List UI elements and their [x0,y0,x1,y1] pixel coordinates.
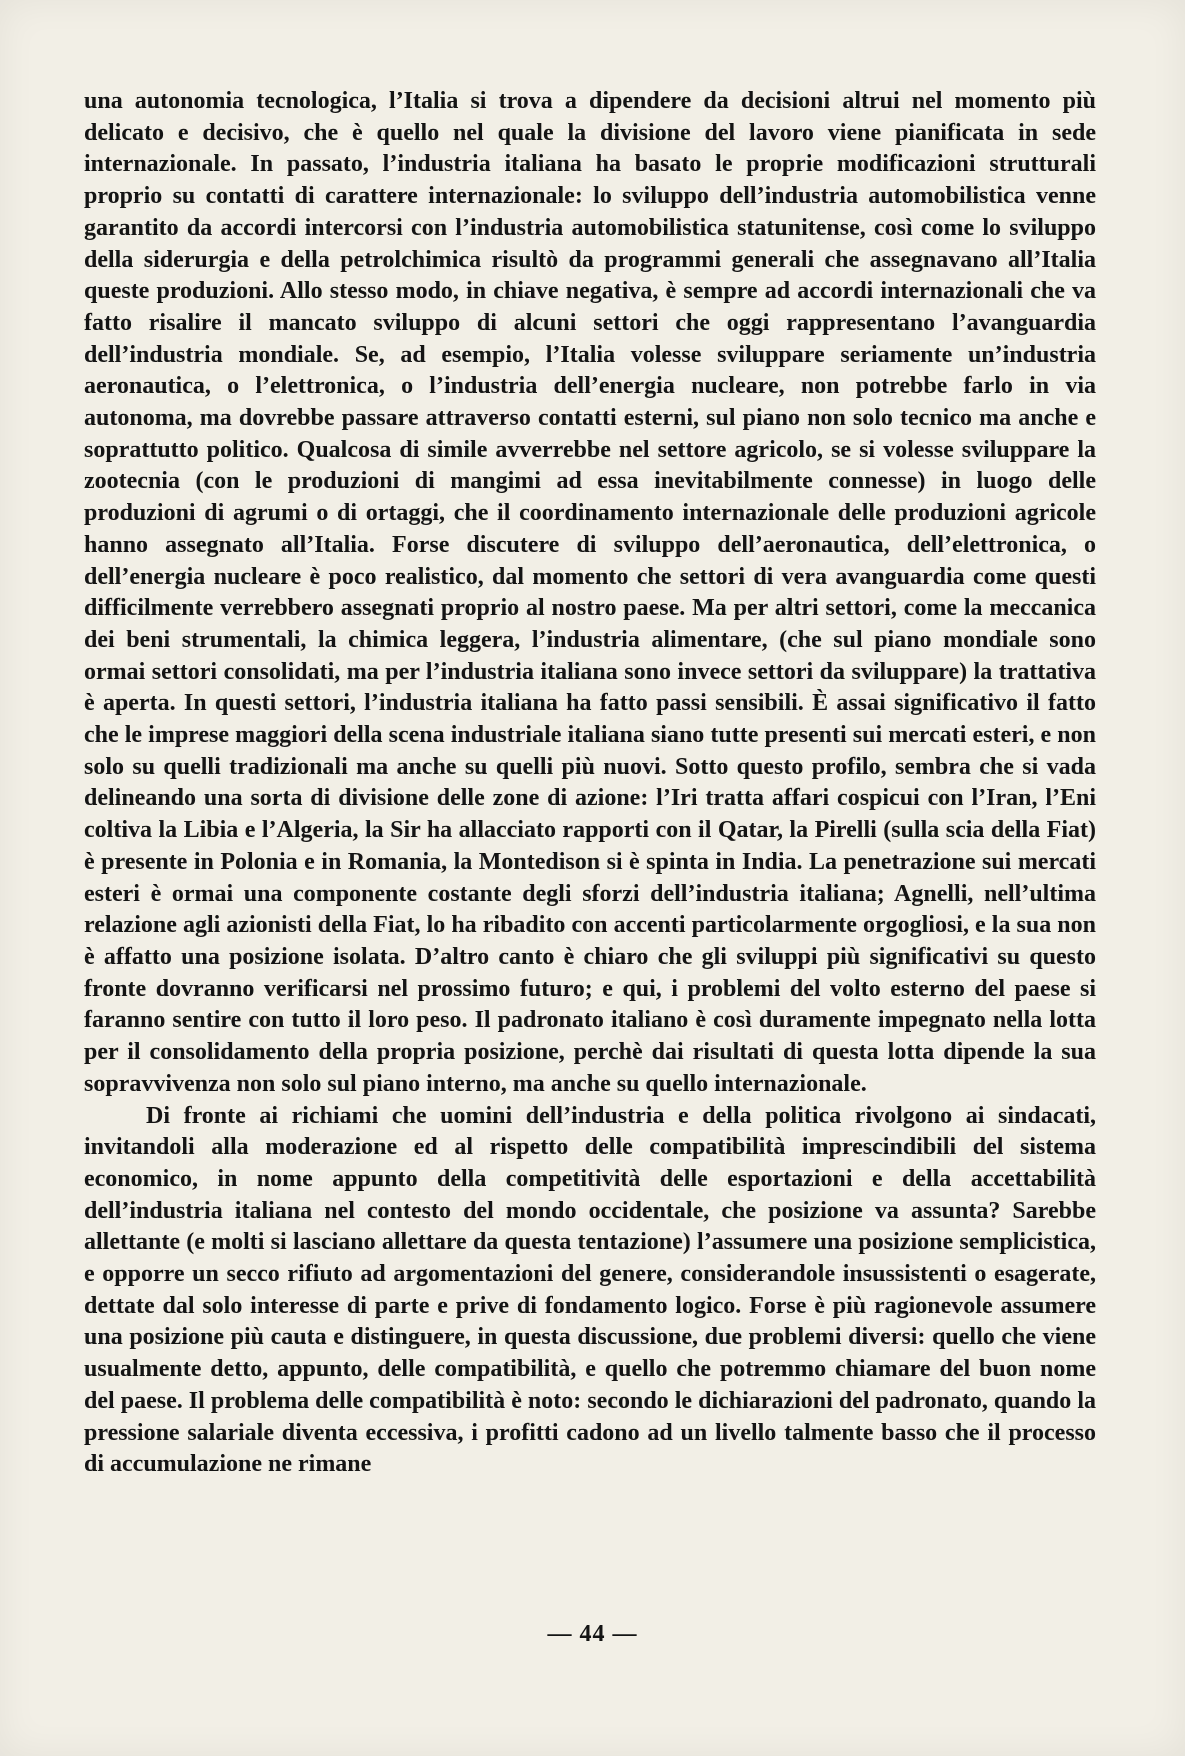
paragraph-1: una autonomia tecnologica, l’Italia si trova a dipendere da decisioni altrui nel momento più delicato e decisivo, che è quello nel quale la divisione del lavoro viene pianificata in sede internazionale. In passato, l’industria italiana ha basato le proprie modificazioni strutturali proprio su contatti di carattere internazionale: lo sviluppo dell’industria automobilistica venne garantito da accordi intercorsi con l’industria automobilistica statunitense, così come lo sviluppo della siderurgia e della petrolchimica risultò da programmi generali che assegnavano all’Italia queste produzioni. Allo stesso modo, in chiave negativa, è sempre ad accordi internazionali che va fatto risalire il mancato sviluppo di alcuni settori che oggi rappresentano l’avanguardia dell’industria mondiale. Se, ad esempio, l’Italia volesse sviluppare seriamente un’industria aeronautica, o l’elettronica, o l’industria dell’energia nucleare, non potrebbe farlo in via autonoma, ma dovrebbe passare attraverso contatti esterni, sul piano non solo tecnico ma anche e soprattutto politico. Qualcosa di simile avverrebbe nel settore agricolo, se si volesse sviluppare la zootecnia (con le produzioni di mangimi ad essa inevitabilmente connesse) in luogo delle produzioni di agrumi o di ortaggi, che il coordinamento internazionale delle produzioni agricole hanno assegnato all’Italia. Forse discutere di sviluppo dell’aeronautica, dell’elettronica, o dell’energia nucleare è poco realistico, dal momento che settori di vera avanguardia come questi difficilmente verrebbero assegnati proprio al nostro paese. Ma per altri settori, come la meccanica dei beni strumentali, la chimica leggera, l’industria alimentare, (che sul piano mondiale sono ormai settori consolidati, ma per l’industria italiana sono invece settori da sviluppare) la trattativa è aperta. In questi settori, l’industria italiana ha fatto passi sensibili. È assai significativo il fatto che le imprese maggiori della scena industriale italiana siano tutte presenti sui mercati esteri, e non solo su quelli tradizionali ma anche su quelli più nuovi. Sotto questo profilo, sembra che si vada delineando una sorta di divisione delle zone di azione: l’Iri tratta affari cospicui con l’Iran, l’Eni coltiva la Libia e l’Algeria, la Sir ha allacciato rapporti con il Qatar, la Pirelli (sulla scia della Fiat) è presente in Polonia e in Romania, la Montedison si è spinta in India. La penetrazione sui mercati esteri è ormai una componente costante degli sforzi dell’industria italiana; Agnelli, nell’ultima relazione agli azionisti della Fiat, lo ha ribadito con accenti particolarmente orgogliosi, e la sua non è affatto una posizione isolata. D’altro canto è chiaro che gli sviluppi più significativi su questo fronte dovranno verificarsi nel prossimo futuro; e qui, i problemi del volto esterno del paese si faranno sentire con tutto il loro peso. Il padronato italiano è così duramente impegnato nella lotta per il consolidamento della propria posizione, perchè dai risultati di questa lotta dipende la sua sopravvivenza non solo sul piano interno, ma anche su quello internazionale. [84,88,1096,1097]
body-text [84,86,1096,1481]
page-number: — 44 — [547,1621,638,1647]
paragraph-2: Di fronte ai richiami che uomini dell’industria e della politica rivolgono ai sindacati, invitandoli alla moderazione ed al rispetto delle compatibilità imprescindibili del sistema economico, in nome appunto della competitività delle esportazioni e della accettabilità dell’industria italiana nel contesto del mondo occidentale, che posizione va assunta? Sarebbe allettante (e molti si lasciano allettare da questa tentazione) l’assumere una posizione semplicistica, e opporre un secco rifiuto ad argomentazioni del genere, considerandole insussistenti o esagerate, dettate dal solo interesse di parte e prive di fondamento logico. Forse è più ragionevole assumere una posizione più cauta e distinguere, in questa discussione, due problemi diversi: quello che viene usualmente detto, appunto, delle compatibilità, e quello che potremmo chiamare del buon nome del paese. Il problema delle compatibilità è noto: secondo le dichiarazioni del padronato, quando la pressione salariale diventa eccessiva, i profitti cadono ad un livello talmente basso che il processo di accumulazione ne rimane [84,1102,1096,1478]
